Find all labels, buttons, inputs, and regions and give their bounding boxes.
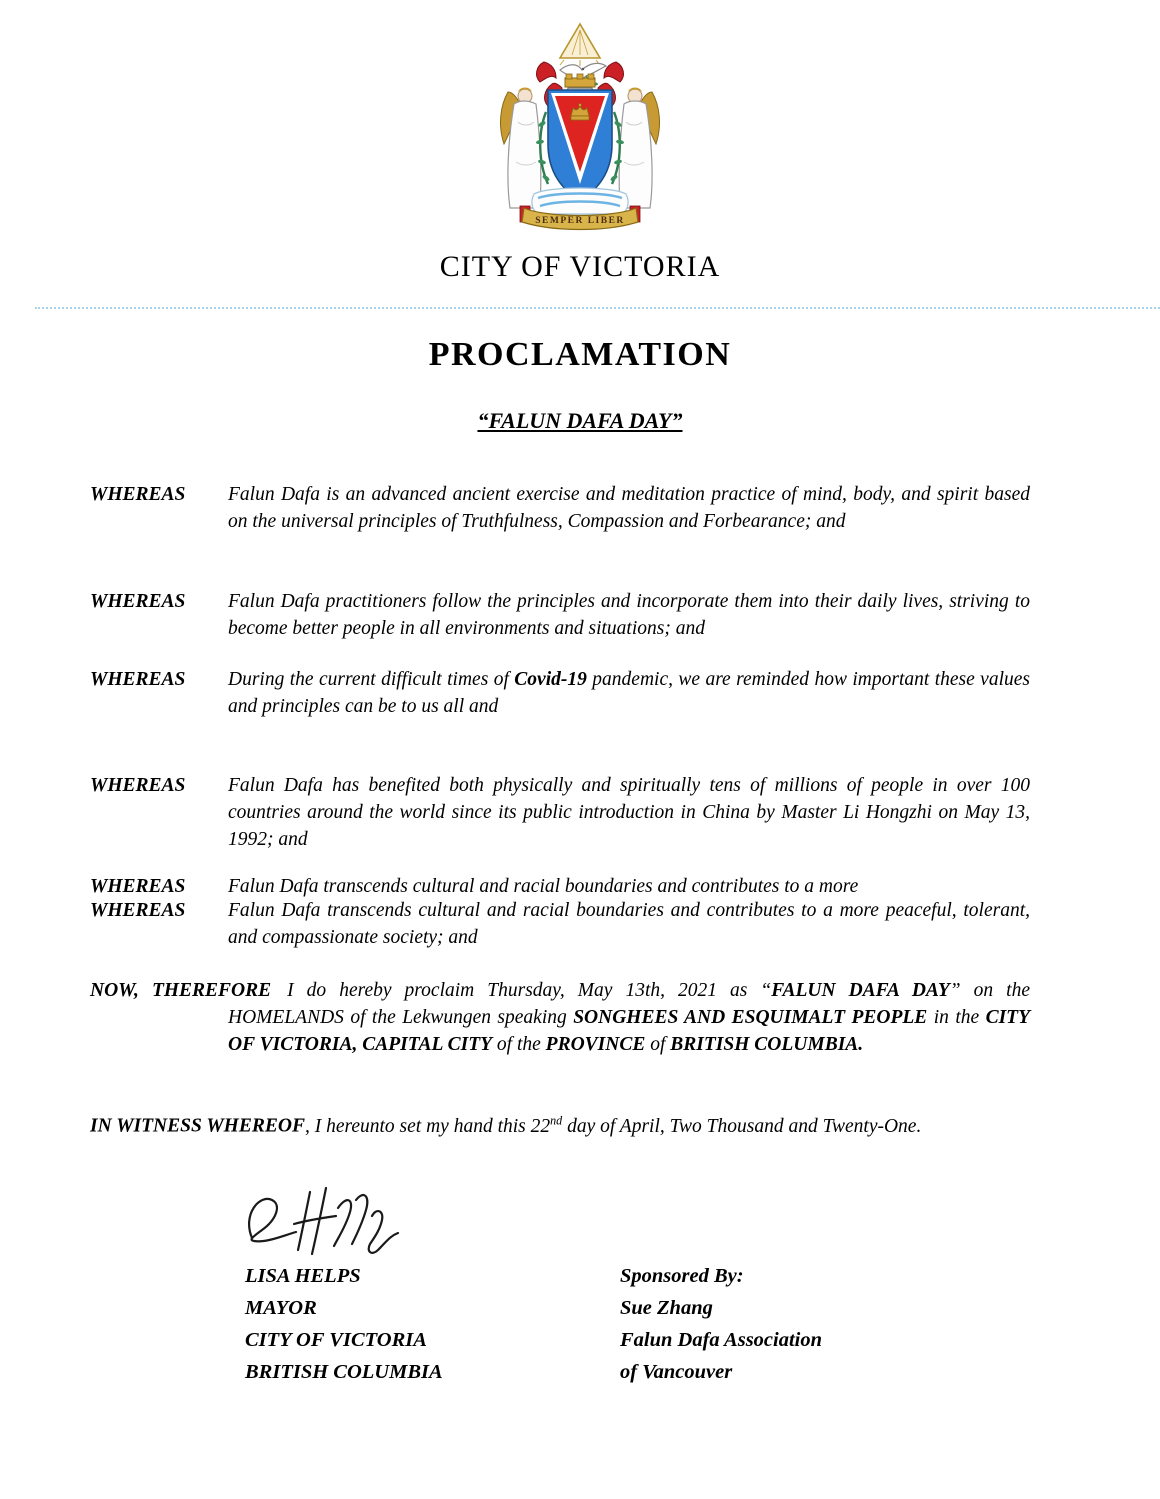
whereas-paragraph-4 bbox=[90, 772, 1030, 853]
whereas-paragraph-2 bbox=[90, 588, 1030, 642]
whereas-text: Falun Dafa transcends cultural and racial boundaries and contributes to a more peaceful, tolerant, and compassionate society; and bbox=[228, 900, 1030, 948]
document-subtitle bbox=[0, 408, 1160, 434]
organization-name: CITY OF VICTORIA bbox=[439, 250, 721, 283]
shield bbox=[548, 90, 612, 200]
radiant-triangle-icon bbox=[560, 24, 600, 66]
whereas-label: WHEREAS bbox=[90, 876, 186, 897]
whereas-text: During the current difficult times of Covid-19 pandemic, we are reminded how important these values and principles can be to us all and bbox=[228, 669, 1030, 717]
witness-statement bbox=[90, 1107, 962, 1140]
clipped-text: Falun Dafa transcends cultural and racial boundaries and contributes to a more bbox=[228, 876, 859, 897]
whereas-label: WHEREAS bbox=[90, 900, 186, 921]
header-divider bbox=[35, 307, 1160, 309]
crest-motto: SEMPER LIBER bbox=[535, 216, 625, 226]
whereas-text: Falun Dafa has benefited both physically and spiritually tens of millions of people in over 100 countries around the world since its public introduction in China by Master Li Hongzhi on May 13, 1992; and bbox=[228, 775, 1030, 850]
crest-graphic bbox=[494, 22, 666, 232]
subtitle-close-quote: ” bbox=[671, 408, 683, 433]
whereas-label: WHEREAS bbox=[90, 591, 186, 612]
sponsor-name: Sue Zhang bbox=[620, 1297, 713, 1319]
whereas-text: Falun Dafa is an advanced ancient exercise and meditation practice of mind, body, and spirit based on the universal principles of Truthfulness, Compassion and Forbearance; and bbox=[228, 484, 1030, 532]
whereas-label: WHEREAS bbox=[90, 484, 186, 505]
clipped-text-artifact bbox=[90, 873, 1030, 897]
whereas-paragraph-3 bbox=[90, 666, 1030, 720]
signatory-name: LISA HELPS bbox=[245, 1265, 361, 1287]
whereas-paragraph-1 bbox=[90, 481, 1030, 535]
signatory-city: CITY OF VICTORIA bbox=[245, 1329, 427, 1351]
subtitle-text: FALUN DAFA DAY bbox=[488, 408, 672, 433]
city-of-victoria-crest bbox=[494, 22, 666, 232]
signatory-title: MAYOR bbox=[245, 1297, 317, 1319]
in-witness-whereof-label: IN WITNESS WHEREOF bbox=[90, 1115, 305, 1137]
angel-right bbox=[619, 88, 659, 209]
proclamation-statement bbox=[90, 977, 1030, 1058]
sponsor-heading: Sponsored By: bbox=[620, 1265, 744, 1287]
sponsor-organization-2: of Vancouver bbox=[620, 1361, 733, 1383]
proclamation-text: I do hereby proclaim Thursday, May 13th, 2021 as “FALUN DAFA DAY” on the HOMELANDS of the Lekwungen speaking SONGHEES AND ESQUIMALT PEOPLE in the CITY OF VICTORIA, CAPITAL CITY of the PROVINCE of BRITISH COLUMBIA. bbox=[228, 980, 1030, 1055]
signatory-province: BRITISH COLUMBIA bbox=[245, 1361, 443, 1383]
document-title: PROCLAMATION bbox=[428, 336, 732, 373]
signatory-block bbox=[245, 1260, 443, 1388]
sponsor-organization: Falun Dafa Association bbox=[620, 1329, 823, 1351]
whereas-paragraph-5 bbox=[90, 897, 1030, 951]
witness-text: , I hereunto set my hand this 22nd day of April, Two Thousand and Twenty-One. bbox=[304, 1113, 922, 1137]
angel-left bbox=[501, 88, 541, 209]
sponsor-block bbox=[620, 1260, 822, 1388]
water-base bbox=[532, 188, 628, 214]
mural-crown-icon bbox=[565, 74, 595, 87]
subtitle-open-quote: “ bbox=[477, 408, 489, 433]
now-therefore-label: NOW, THEREFORE bbox=[90, 980, 272, 1001]
whereas-text: Falun Dafa practitioners follow the principles and incorporate them into their daily lives, striving to become better people in all environments and situations; and bbox=[228, 591, 1030, 639]
mayor-signature bbox=[238, 1186, 408, 1260]
whereas-label: WHEREAS bbox=[90, 669, 186, 690]
whereas-label: WHEREAS bbox=[90, 775, 186, 796]
